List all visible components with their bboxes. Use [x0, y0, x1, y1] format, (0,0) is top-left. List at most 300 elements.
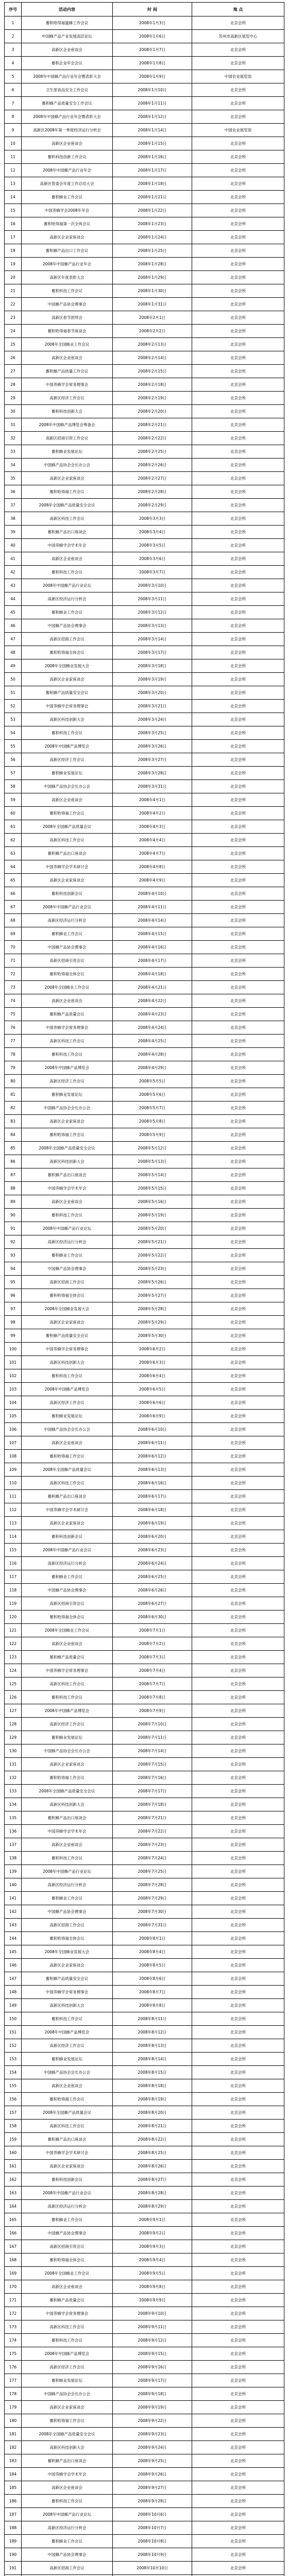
row-number: 4 — [5, 57, 22, 70]
row-time: 2008年3月24日 — [113, 713, 192, 726]
row-content: 2008年全国蜂业工作会议 — [22, 2267, 113, 2280]
row-place: 北京会所 — [192, 2361, 284, 2374]
row-content: 高新区科技创新大会 — [22, 1155, 113, 1168]
table-row — [5, 1235, 284, 1249]
row-place: 北京会所 — [192, 1811, 284, 1825]
row-number: 110 — [5, 1477, 22, 1490]
table-row — [5, 2227, 284, 2240]
row-place: 北京会所 — [192, 1289, 284, 1302]
row-content: 高新区经济工作会议 — [22, 392, 113, 405]
row-number: 119 — [5, 1597, 22, 1611]
row-time: 2008年3月21日 — [113, 700, 192, 713]
row-number: 75 — [5, 1008, 22, 1021]
row-content: 蓄积蜂产品质量安全会议 — [22, 1329, 113, 1343]
row-time: 2008年10月8日 — [113, 2535, 192, 2548]
row-number: 134 — [5, 1798, 22, 1811]
row-time: 2008年9月18日 — [113, 2387, 192, 2401]
row-time: 2008年3月18日 — [113, 659, 192, 673]
row-place: 北京会所 — [192, 1905, 284, 1919]
row-content: 蓄积蜂产品质量会议 — [22, 2294, 113, 2307]
row-place: 北京会所 — [192, 2200, 284, 2213]
row-number: 83 — [5, 1115, 22, 1128]
table-row — [5, 981, 284, 994]
row-place: 北京会所 — [192, 686, 284, 700]
row-number: 18 — [5, 244, 22, 258]
row-place: 北京会所 — [192, 968, 284, 981]
row-place: 北京会所 — [192, 874, 284, 887]
row-content: 中国养蜂学会常务理事会 — [22, 2307, 113, 2320]
row-place: 北京会所 — [192, 2414, 284, 2428]
row-number: 162 — [5, 2173, 22, 2187]
row-content: 中国蜂产品协会会长办公会 — [22, 2387, 113, 2401]
row-content: 高新区经济运行分析会 — [22, 592, 113, 606]
row-place: 北京会所 — [192, 1021, 284, 1035]
row-number: 57 — [5, 767, 22, 780]
row-content: 蓄积蜂产品质量会议 — [22, 1008, 113, 1021]
row-content: 高新区管委会年度工作总结大会 — [22, 177, 113, 191]
row-place: 北京会所 — [192, 740, 284, 753]
table-row — [5, 1316, 284, 1329]
row-place: 北京会所 — [192, 110, 284, 124]
row-time: 2008年5月19日 — [113, 1209, 192, 1222]
table-row — [5, 2267, 284, 2280]
row-time: 2008年4月11日 — [113, 901, 192, 914]
row-number: 191 — [5, 2562, 22, 2575]
row-content: 中国蜂产品协会会长办公会 — [22, 459, 113, 472]
row-place: 北京会所 — [192, 1557, 284, 1570]
table-row — [5, 2307, 284, 2320]
table-row — [5, 526, 284, 539]
row-number: 24 — [5, 325, 22, 338]
row-number: 72 — [5, 968, 22, 981]
row-time: 2008年7月30日 — [113, 1905, 192, 1919]
row-time: 2008年3月28日 — [113, 767, 192, 780]
row-content: 中国蜂产品协会会长办公会 — [22, 1423, 113, 1436]
row-time: 2008年9月22日 — [113, 2414, 192, 2428]
row-place: 北京会所 — [192, 1664, 284, 1677]
row-number: 63 — [5, 847, 22, 860]
row-content: 蓄积蜂产品质量安全会议 — [22, 1972, 113, 1986]
row-place: 北京会所 — [192, 1651, 284, 1664]
row-time: 2008年4月1日 — [113, 793, 192, 807]
row-content: 高新区2008年第一季度经济运行分析会 — [22, 124, 113, 137]
row-time: 2008年4月22日 — [113, 994, 192, 1008]
table-header — [5, 3, 284, 16]
table-row — [5, 1798, 284, 1811]
row-time: 2008年3月3日 — [113, 512, 192, 526]
row-place: 北京会所 — [192, 1785, 284, 1798]
table-row — [5, 874, 284, 887]
row-number: 105 — [5, 1410, 22, 1423]
row-time: 2008年8月27日 — [113, 2173, 192, 2187]
row-time: 2008年6月12日 — [113, 1450, 192, 1463]
row-content: 高新区年度表彰大会 — [22, 271, 113, 284]
table-row — [5, 1758, 284, 1771]
row-number: 185 — [5, 2481, 22, 2495]
row-content: 中国养蜂学会2008年年会 — [22, 204, 113, 217]
row-number: 10 — [5, 137, 22, 150]
row-time: 2008年7月29日 — [113, 1892, 192, 1905]
row-place: 北京会所 — [192, 941, 284, 954]
table-row — [5, 834, 284, 847]
row-number: 142 — [5, 1905, 22, 1919]
row-content: 高新区经济运行分析会 — [22, 2521, 113, 2535]
row-content: 2008年中国蜂产品行业年会 — [22, 258, 113, 271]
row-place: 北京会所 — [192, 1731, 284, 1744]
row-place: 北京会所 — [192, 1611, 284, 1624]
row-place: 北京会所 — [192, 1061, 284, 1075]
row-place: 北京会所 — [192, 512, 284, 526]
row-place: 北京会所 — [192, 325, 284, 338]
row-number: 34 — [5, 459, 22, 472]
row-time: 2008年3月25日 — [113, 726, 192, 740]
row-number: 98 — [5, 1316, 22, 1329]
row-content: 2008年中国蜂产品行业会议 — [22, 2187, 113, 2200]
row-place: 北京会所 — [192, 1503, 284, 1517]
table-row — [5, 673, 284, 686]
row-time: 2008年8月13日 — [113, 2039, 192, 2053]
table-row — [5, 137, 284, 150]
row-content: 高新区企业家座谈会 — [22, 1115, 113, 1128]
row-number: 39 — [5, 526, 22, 539]
row-content: 蓄积哈得福工作会议 — [22, 1771, 113, 1785]
table-row — [5, 606, 284, 619]
row-number: 152 — [5, 2039, 22, 2053]
row-content: 蓄积科技工作会议 — [22, 284, 113, 298]
row-place: 北京会所 — [192, 1383, 284, 1396]
row-time: 2008年6月19日 — [113, 1517, 192, 1530]
row-place: 北京会所 — [192, 1155, 284, 1168]
row-time: 2008年5月12日 — [113, 1142, 192, 1155]
row-number: 13 — [5, 177, 22, 191]
table-row — [5, 2361, 284, 2374]
table-row — [5, 2253, 284, 2267]
row-time: 2008年3月11日 — [113, 592, 192, 606]
row-content: 蓄积哈得福全体会议 — [22, 646, 113, 659]
row-number: 158 — [5, 2120, 22, 2133]
row-content: 高新区科技工作会议 — [22, 2120, 113, 2133]
row-number: 87 — [5, 1168, 22, 1182]
row-place: 北京会所 — [192, 418, 284, 432]
row-place: 苏州市高新区展览中心 — [192, 30, 284, 43]
row-number: 7 — [5, 97, 22, 110]
row-time: 2008年3月14日 — [113, 633, 192, 646]
row-time: 2008年9月25日 — [113, 2454, 192, 2468]
row-content: 高新区企业座谈会 — [22, 1436, 113, 1450]
table-row — [5, 1128, 284, 1142]
row-content: 高新区企业座谈会 — [22, 994, 113, 1008]
row-number: 143 — [5, 1919, 22, 1932]
table-row — [5, 713, 284, 726]
row-content: 中国养蜂学会常务理事会 — [22, 1986, 113, 1999]
row-place: 北京会所 — [192, 445, 284, 459]
row-content: 蓄积蜂业工作会议 — [22, 191, 113, 204]
row-place: 北京会所 — [192, 1249, 284, 1262]
table-row — [5, 1222, 284, 1235]
row-place: 北京会所 — [192, 1637, 284, 1651]
table-row — [5, 2173, 284, 2187]
row-place: 北京会所 — [192, 1410, 284, 1423]
row-time: 2008年6月6日 — [113, 1396, 192, 1410]
table-row — [5, 1557, 284, 1570]
row-content: 高新区科技创新大会 — [22, 713, 113, 726]
row-place: 北京会所 — [192, 834, 284, 847]
table-row — [5, 1115, 284, 1128]
row-time: 2008年7月4日 — [113, 1664, 192, 1677]
row-number: 150 — [5, 2012, 22, 2026]
row-content: 蓄积蜂业发展论坛 — [22, 445, 113, 459]
table-row — [5, 499, 284, 512]
table-row — [5, 1436, 284, 1450]
row-place: 北京会所 — [192, 1878, 284, 1892]
table-row — [5, 1852, 284, 1865]
row-content: 蓄积哈得福工作会议 — [22, 1450, 113, 1463]
row-content: 高新区经济工作会议 — [22, 1075, 113, 1088]
row-number: 37 — [5, 499, 22, 512]
table-row — [5, 1838, 284, 1852]
table-row — [5, 1450, 284, 1463]
row-place: 北京会所 — [192, 619, 284, 633]
row-time: 2008年9月26日 — [113, 2468, 192, 2481]
row-content: 蓄积蜂产品出口工作会议 — [22, 244, 113, 258]
row-content: 高新区经济工作会议 — [22, 2361, 113, 2374]
row-content: 中国养蜂学会学术研讨会 — [22, 860, 113, 874]
row-number: 170 — [5, 2280, 22, 2294]
table-row — [5, 1503, 284, 1517]
row-number: 112 — [5, 1503, 22, 1517]
row-content: 高新区企业家座谈会 — [22, 231, 113, 244]
row-number: 74 — [5, 994, 22, 1008]
row-content: 中国养蜂学会学术研讨会 — [22, 2146, 113, 2160]
table-row — [5, 1369, 284, 1383]
table-row — [5, 2066, 284, 2079]
row-number: 62 — [5, 834, 22, 847]
row-content: 蓄积蜂产品出口座谈会 — [22, 1168, 113, 1182]
row-place: 北京会所 — [192, 1892, 284, 1905]
table-row — [5, 338, 284, 351]
row-number: 81 — [5, 1088, 22, 1101]
row-content: 中国蜂产品协会理事会 — [22, 941, 113, 954]
table-row — [5, 244, 284, 258]
table-row — [5, 700, 284, 713]
row-number: 190 — [5, 2548, 22, 2562]
row-number: 25 — [5, 338, 22, 351]
row-place: 北京会所 — [192, 1718, 284, 1731]
row-place: 北京会所 — [192, 2039, 284, 2053]
row-place: 北京会所 — [192, 1771, 284, 1785]
row-time: 2008年8月4日 — [113, 1945, 192, 1959]
row-time: 2008年9月2日 — [113, 2227, 192, 2240]
table-row — [5, 2039, 284, 2053]
row-content: 蓄积哈得福第一次全体会议 — [22, 217, 113, 231]
row-number: 5 — [5, 70, 22, 83]
row-number: 93 — [5, 1249, 22, 1262]
row-place: 北京会所 — [192, 485, 284, 499]
row-place: 北京会所 — [192, 204, 284, 217]
table-row — [5, 2347, 284, 2361]
row-number: 99 — [5, 1329, 22, 1343]
row-number: 136 — [5, 1825, 22, 1838]
table-row — [5, 459, 284, 472]
row-place: 中国农业展览馆 — [192, 70, 284, 83]
row-time: 2008年1月29日 — [113, 271, 192, 284]
table-row — [5, 110, 284, 124]
row-content: 蓄积哈得福工作会议 — [22, 485, 113, 499]
row-number: 9 — [5, 124, 22, 137]
row-content: 2008年中国蜂产品行业论坛 — [22, 1222, 113, 1235]
row-time: 2008年9月11日 — [113, 2320, 192, 2334]
table-row — [5, 740, 284, 753]
row-time: 2008年7月9日 — [113, 1704, 192, 1718]
table-row — [5, 1035, 284, 1048]
row-time: 2008年4月24日 — [113, 1021, 192, 1035]
table-row — [5, 2026, 284, 2039]
row-content: 中国养蜂学会常务理事会 — [22, 378, 113, 392]
row-number: 31 — [5, 418, 22, 432]
row-content: 中国蜂产品协会理事会 — [22, 619, 113, 633]
row-place: 北京会所 — [192, 217, 284, 231]
row-time: 2008年1月9日 — [113, 70, 192, 83]
row-place: 北京会所 — [192, 1048, 284, 1061]
row-content: 高新区企业家座谈会 — [22, 1316, 113, 1329]
row-time: 2008年8月5日 — [113, 1959, 192, 1972]
row-time: 2008年4月7日 — [113, 847, 192, 860]
row-content: 高新区招商工作会议 — [22, 1919, 113, 1932]
row-time: 2008年4月28日 — [113, 1048, 192, 1061]
row-place: 北京会所 — [192, 2535, 284, 2548]
row-number: 135 — [5, 1811, 22, 1825]
row-place: 北京会所 — [192, 1624, 284, 1637]
row-place: 北京会所 — [192, 231, 284, 244]
row-content: 高新区经济工作会议 — [22, 1718, 113, 1731]
row-time: 2008年5月20日 — [113, 1222, 192, 1235]
row-place: 北京会所 — [192, 1677, 284, 1691]
row-time: 2008年7月1日 — [113, 1624, 192, 1637]
row-number: 122 — [5, 1637, 22, 1651]
table-row — [5, 994, 284, 1008]
header-row — [5, 3, 284, 16]
table-row — [5, 1785, 284, 1798]
row-place: 北京会所 — [192, 338, 284, 351]
row-time: 2008年10月10日 — [113, 2562, 192, 2575]
row-content: 2008年中国蜂产品博览会 — [22, 1704, 113, 1718]
row-number: 16 — [5, 217, 22, 231]
row-place: 北京会所 — [192, 499, 284, 512]
row-time: 2008年3月27日 — [113, 753, 192, 767]
header-no: 序号 — [5, 3, 22, 16]
row-number: 1 — [5, 16, 22, 30]
header-content: 活动内容 — [22, 3, 113, 16]
table-row — [5, 954, 284, 968]
row-place: 北京会所 — [192, 753, 284, 767]
row-place: 北京会所 — [192, 1517, 284, 1530]
table-row — [5, 579, 284, 592]
row-number: 38 — [5, 512, 22, 526]
row-time: 2008年4月29日 — [113, 1061, 192, 1075]
table-row — [5, 1182, 284, 1195]
row-time: 2008年1月6日 — [113, 30, 192, 43]
table-row — [5, 97, 284, 110]
row-place: 北京会所 — [192, 1209, 284, 1222]
row-place: 北京会所 — [192, 2213, 284, 2227]
table-row — [5, 2441, 284, 2454]
row-time: 2008年8月14日 — [113, 2053, 192, 2066]
row-number: 123 — [5, 1651, 22, 1664]
row-number: 48 — [5, 646, 22, 659]
row-number: 131 — [5, 1758, 22, 1771]
table-row — [5, 1021, 284, 1035]
row-time: 2008年3月10日 — [113, 579, 192, 592]
row-place: 北京会所 — [192, 2160, 284, 2173]
row-time: 2008年7月24日 — [113, 1852, 192, 1865]
row-number: 100 — [5, 1343, 22, 1356]
row-content: 中国养蜂学会常务理事会 — [22, 1021, 113, 1035]
table-row — [5, 512, 284, 526]
table-row — [5, 753, 284, 767]
row-number: 145 — [5, 1945, 22, 1959]
row-number: 115 — [5, 1544, 22, 1557]
row-number: 55 — [5, 740, 22, 753]
row-content: 中国蜂产品协会会长办公会 — [22, 1101, 113, 1115]
table-row — [5, 284, 284, 298]
row-place: 北京会所 — [192, 1744, 284, 1758]
row-place: 北京会所 — [192, 2012, 284, 2026]
row-number: 64 — [5, 860, 22, 874]
row-time: 2008年3月12日 — [113, 606, 192, 619]
table-row — [5, 1168, 284, 1182]
table-row — [5, 1088, 284, 1101]
row-content: 高新区招商引资会议 — [22, 954, 113, 968]
row-content: 2008年全国蜂产品质量会议 — [22, 2106, 113, 2120]
row-place: 北京会所 — [192, 2562, 284, 2575]
row-time: 2008年6月10日 — [113, 1423, 192, 1436]
row-time: 2008年1月7日 — [113, 43, 192, 57]
row-place: 北京会所 — [192, 2508, 284, 2521]
row-number: 132 — [5, 1771, 22, 1785]
row-number: 54 — [5, 726, 22, 740]
row-number: 36 — [5, 485, 22, 499]
row-content: 蓄积科技创新大会 — [22, 405, 113, 418]
row-time: 2008年8月20日 — [113, 2106, 192, 2120]
row-content: 高新区经济运行分析会 — [22, 1878, 113, 1892]
row-time: 2008年4月21日 — [113, 981, 192, 994]
row-place: 北京会所 — [192, 2347, 284, 2361]
table-row — [5, 1490, 284, 1503]
row-content: 2008年中国蜂产品行业年会暨表彰大会 — [22, 70, 113, 83]
row-time: 2008年5月30日 — [113, 1329, 192, 1343]
table-row — [5, 726, 284, 740]
row-time: 2008年5月14日 — [113, 1168, 192, 1182]
table-row — [5, 2120, 284, 2133]
row-number: 52 — [5, 700, 22, 713]
row-place: 北京会所 — [192, 2428, 284, 2441]
row-content: 蓄积蜂产品出口座谈会 — [22, 1490, 113, 1503]
table-row — [5, 150, 284, 164]
table-row — [5, 432, 284, 445]
row-content: 高新区经济运行分析会 — [22, 914, 113, 927]
row-time: 2008年6月18日 — [113, 1503, 192, 1517]
row-content: 蓄积蜂业工作会议 — [22, 2213, 113, 2227]
row-time: 2008年9月24日 — [113, 2441, 192, 2454]
row-number: 125 — [5, 1677, 22, 1691]
row-place: 北京会所 — [192, 1932, 284, 1945]
row-content: 2008年中国蜂产品行业会议 — [22, 1544, 113, 1557]
table-row — [5, 1517, 284, 1530]
table-row — [5, 1878, 284, 1892]
row-time: 2008年6月17日 — [113, 1490, 192, 1503]
row-number: 88 — [5, 1182, 22, 1195]
row-place: 北京会所 — [192, 1584, 284, 1597]
